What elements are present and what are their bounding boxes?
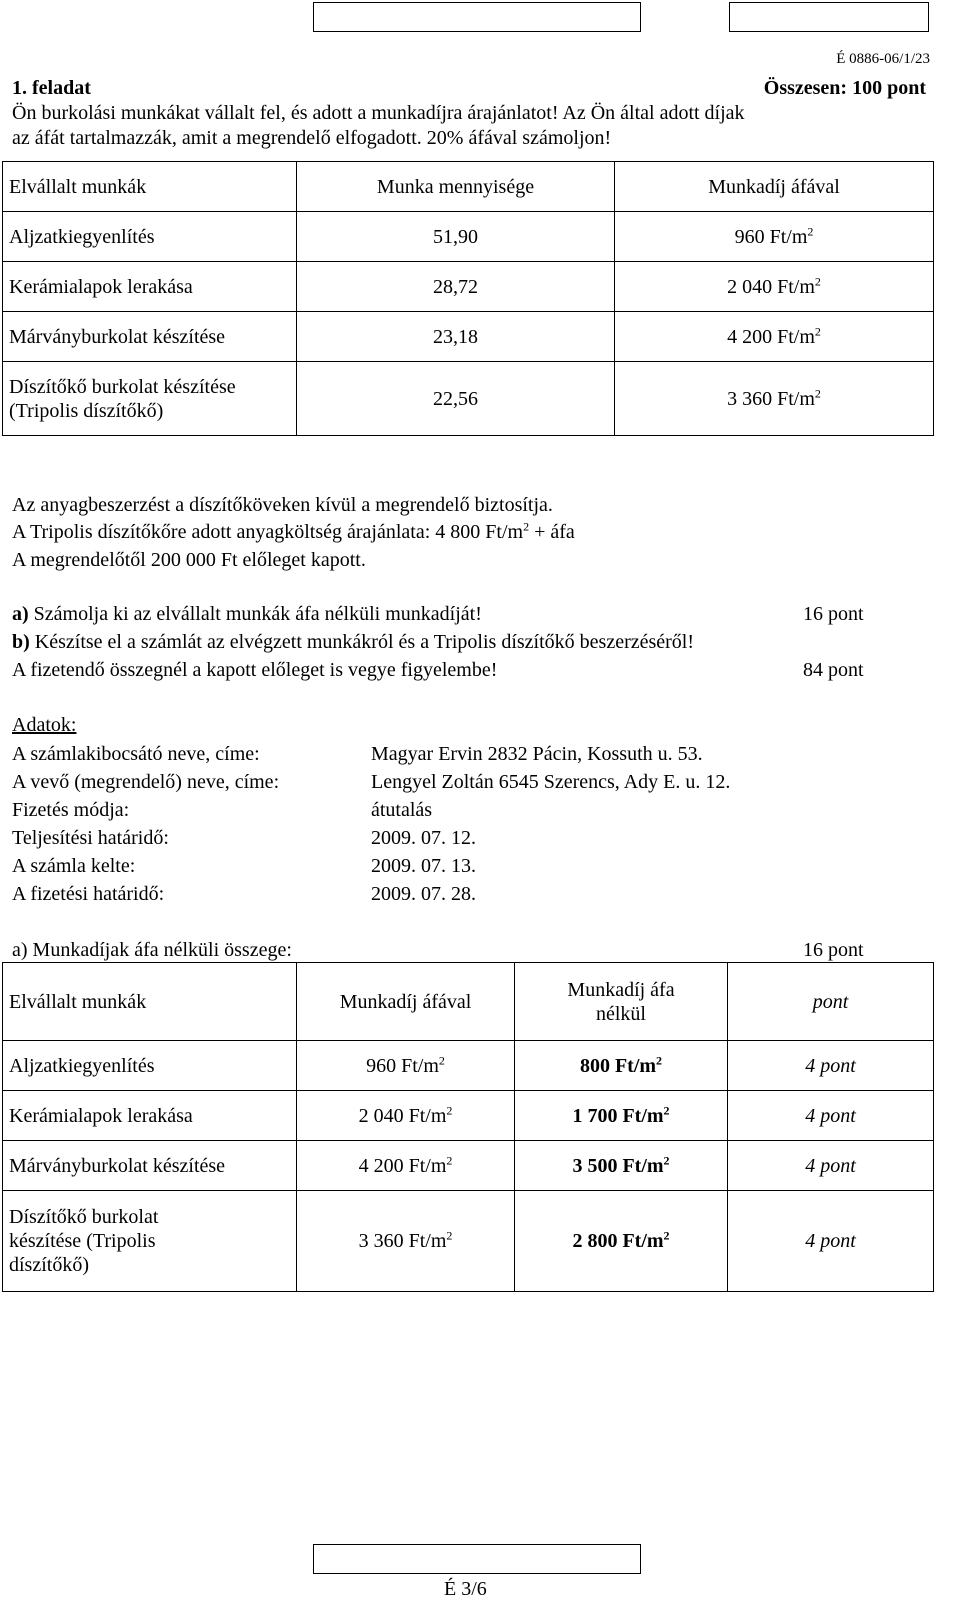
data-value: Magyar Ervin 2832 Pácin, Kossuth u. 53. [371,743,703,765]
cell-without-vat: 800 $Ft/m^2$ [515,1041,728,1091]
table-row [3,1141,934,1191]
question-b-line-2: A fizetendő összegnél a kapott előleget is vegye figyelembe! [12,659,498,681]
question-a: a) Számolja ki az elvállalt munkák áfa nélküli munkadíját! [12,603,482,625]
cell-qty: 23,18 [297,312,615,362]
data-label: A fizetési határidő: [12,883,165,905]
header-work: Elvállalt munkák [3,162,297,212]
table-row [3,1191,934,1292]
cell-qty: 28,72 [297,262,615,312]
header-qty: Munka mennyisége [297,162,615,212]
cell-without-vat: 3 500 $Ft/m^2$ [515,1141,728,1191]
header-without-vat: Munkadíj áfa nélkül [515,963,728,1041]
data-label: A számla kelte: [12,855,136,877]
answer-a-title: a) Munkadíjak áfa nélküli összege: [12,939,292,961]
intro-line-2: az áfát tartalmazzák, amit a megrendelő elfogadott. 20% áfával számoljon! [12,127,612,149]
data-label: A számlakibocsátó neve, címe: [12,743,260,765]
table-row [3,1041,934,1091]
cell-work: Díszítőkő burkolat készítése (Tripolis díszítőkő) [3,1191,297,1292]
cell-fee: 3 360 $Ft/m^2$ [615,362,934,436]
cell-points: 4 pont [728,1191,934,1292]
cell-work: Aljzatkiegyenlítés [3,1041,297,1091]
question-b-points: 84 pont [803,659,864,681]
data-label: A vevő (megrendelő) neve, címe: [12,771,280,793]
cell-work: Márványburkolat készítése [3,312,297,362]
table-row [3,1091,934,1141]
intro-line-1: Ön burkolási munkákat vállalt fel, és adott a munkadíjra árajánlatot! Az Ön által adott díjak [12,102,745,124]
cell-work: Aljzatkiegyenlítés [3,212,297,262]
total-points: Összesen: 100 pont [763,77,926,99]
answer-table [2,962,934,1292]
cell-with-vat: 3 360 $Ft/m^2$ [297,1191,515,1292]
note-3: A megrendelőtől 200 000 Ft előleget kapott. [12,549,366,571]
cell-work: Díszítőkő burkolat készítése (Tripolis díszítőkő) [3,362,297,436]
cell-work: Kerámialapok lerakása [3,262,297,312]
cell-with-vat: 2 040 $Ft/m^2$ [297,1091,515,1141]
cell-qty: 22,56 [297,362,615,436]
header-points: pont [728,963,934,1041]
data-label: Teljesítési határidő: [12,827,169,849]
header-work: Elvállalt munkák [3,963,297,1041]
work-table [2,161,934,436]
table-row [3,362,934,436]
cell-points: 4 pont [728,1141,934,1191]
table-row [3,262,934,312]
data-value: 2009. 07. 28. [371,883,476,905]
page-number: É 3/6 [444,1578,487,1600]
cell-without-vat: 1 700 $Ft/m^2$ [515,1091,728,1141]
score-box-left [313,2,641,32]
data-value: 2009. 07. 13. [371,855,476,877]
data-label: Fizetés módja: [12,799,130,821]
cell-work: Kerámialapok lerakása [3,1091,297,1141]
cell-without-vat: 2 800 $Ft/m^2$ [515,1191,728,1292]
cell-points: 4 pont [728,1091,934,1141]
cell-fee: 4 200 $Ft/m^2$ [615,312,934,362]
header-fee: Munkadíj áfával [615,162,934,212]
cell-qty: 51,90 [297,212,615,262]
task-title: 1. feladat [12,77,91,99]
document-code: É 0886-06/1/23 [836,51,930,67]
table-row [3,212,934,262]
data-value: Lengyel Zoltán 6545 Szerencs, Ady E. u. 12. [371,771,731,793]
header-with-vat: Munkadíj áfával [297,963,515,1041]
cell-with-vat: 960 $Ft/m^2$ [297,1041,515,1091]
data-title: Adatok: [12,714,77,736]
note-1: Az anyagbeszerzést a díszítőköveken kívül a megrendelő biztosítja. [12,494,553,516]
score-box-right [729,2,929,32]
data-value: 2009. 07. 12. [371,827,476,849]
data-value: átutalás [371,799,433,821]
answer-a-points: 16 pont [803,939,864,961]
cell-points: 4 pont [728,1041,934,1091]
question-a-points: 16 pont [803,603,864,625]
question-b: b) Készítse el a számlát az elvégzett munkákról és a Tripolis díszítőkő beszerzéséről! [12,631,695,653]
cell-fee: 960 $Ft/m^2$ [615,212,934,262]
cell-fee: 2 040 $Ft/m^2$ [615,262,934,312]
footer-box [313,1544,641,1574]
table-row [3,312,934,362]
note-2: A Tripolis díszítőkőre adott anyagköltség árajánlata: 4 800 $Ft/m^2$ + áfa [12,519,575,543]
cell-with-vat: 4 200 $Ft/m^2$ [297,1141,515,1191]
cell-work: Márványburkolat készítése [3,1141,297,1191]
